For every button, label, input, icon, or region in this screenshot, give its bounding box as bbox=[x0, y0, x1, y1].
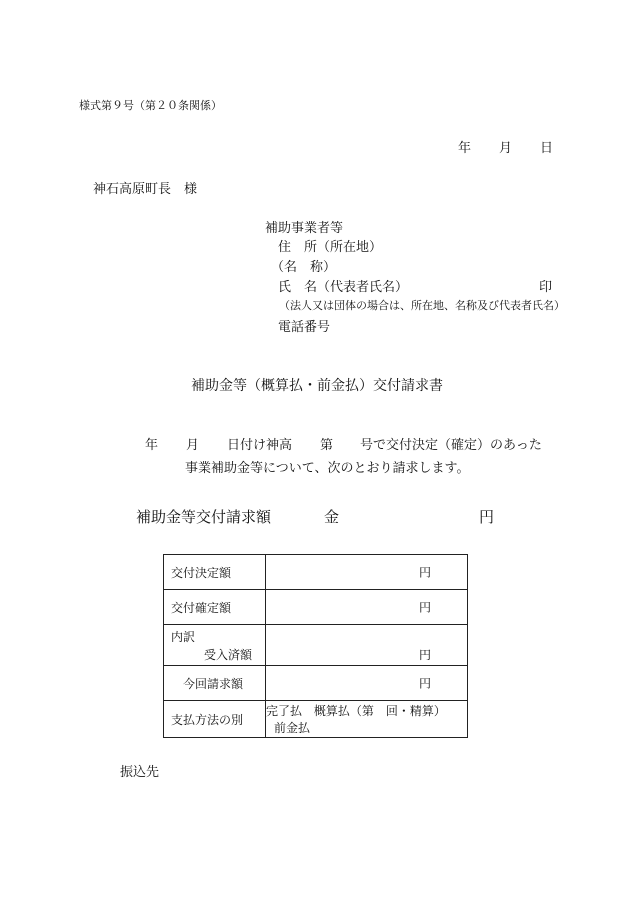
body-date-reference: 日付け神高 bbox=[227, 438, 293, 453]
received-amount-cell[interactable] bbox=[266, 625, 468, 666]
table-row bbox=[164, 625, 468, 666]
payment-method-label: 支払方法の別 bbox=[164, 701, 266, 738]
request-amount-prefix: 金 bbox=[324, 508, 340, 526]
confirmed-amount-label: 交付確定額 bbox=[164, 590, 266, 625]
phone-label: 電話番号 bbox=[278, 320, 331, 335]
body-month-label: 月 bbox=[186, 438, 200, 453]
transfer-destination-label: 振込先 bbox=[120, 765, 160, 780]
amounts-table bbox=[163, 554, 468, 738]
table-row bbox=[164, 555, 468, 590]
date-year-label: 年 bbox=[458, 141, 472, 156]
body-request-text: 事業補助金等について、次のとおり請求します。 bbox=[185, 461, 470, 476]
corporate-note: （法人又は団体の場合は、所在地、名称及び代表者氏名） bbox=[279, 299, 565, 312]
decision-amount-cell[interactable] bbox=[266, 555, 468, 590]
organization-name-label: （名 称） bbox=[271, 260, 337, 275]
body-year-label: 年 bbox=[145, 438, 159, 453]
applicant-heading: 補助事業者等 bbox=[265, 221, 344, 236]
received-amount-label: 受入済額 bbox=[204, 648, 253, 662]
seal-mark: 印 bbox=[539, 280, 553, 295]
yen-unit: 円 bbox=[419, 648, 432, 662]
yen-unit: 円 bbox=[419, 600, 432, 615]
request-amount-label: 補助金等交付請求額 bbox=[136, 508, 272, 526]
breakdown-label-cell bbox=[164, 625, 266, 666]
request-amount-unit: 円 bbox=[479, 508, 495, 526]
confirmed-amount-cell[interactable] bbox=[266, 590, 468, 625]
yen-unit: 円 bbox=[419, 565, 432, 580]
form-number: 様式第９号（第２０条関係） bbox=[79, 99, 222, 112]
table-row bbox=[164, 590, 468, 625]
current-request-label: 今回請求額 bbox=[164, 666, 266, 701]
date-day-label: 日 bbox=[540, 141, 554, 156]
payment-option-advance[interactable]: 前金払 bbox=[274, 721, 311, 735]
representative-name-label: 氏 名（代表者氏名） bbox=[278, 280, 409, 295]
document-title: 補助金等（概算払・前金払）交付請求書 bbox=[191, 378, 443, 394]
payment-option-estimate[interactable]: 概算払（第 回・精算） bbox=[313, 704, 446, 718]
addressee: 神石高原町長 様 bbox=[93, 182, 198, 197]
yen-unit: 円 bbox=[419, 676, 432, 691]
body-number-prefix: 第 bbox=[320, 438, 334, 453]
current-request-cell[interactable] bbox=[266, 666, 468, 701]
payment-method-options bbox=[266, 701, 468, 738]
address-label: 住 所（所在地） bbox=[278, 240, 383, 255]
table-row bbox=[164, 701, 468, 738]
payment-option-completion[interactable]: 完了払 bbox=[266, 704, 303, 718]
decision-amount-label: 交付決定額 bbox=[164, 555, 266, 590]
breakdown-label: 内訳 bbox=[171, 630, 196, 644]
date-month-label: 月 bbox=[499, 141, 513, 156]
table-row bbox=[164, 666, 468, 701]
body-decision-text: 号で交付決定（確定）のあった bbox=[360, 438, 542, 453]
